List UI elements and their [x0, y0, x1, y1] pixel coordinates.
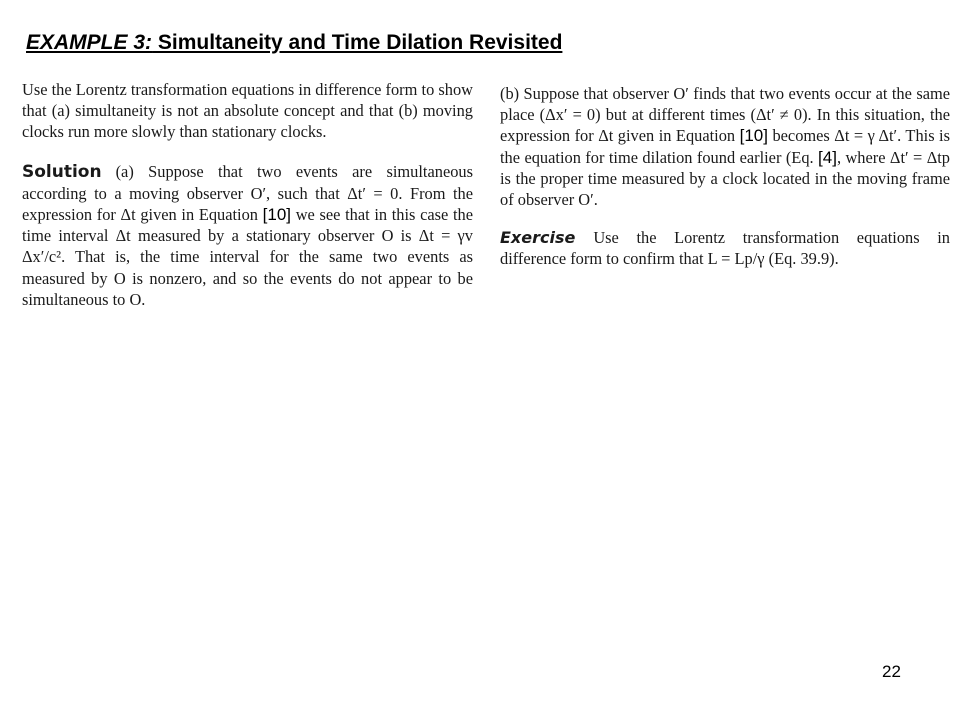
right-column	[500, 83, 950, 270]
equation-reference: [10]	[262, 205, 292, 225]
solution-text-1: (a) Suppose that two events are simultaneous according to a moving observer O′, such that Δt′ = 0. From the expression for Δt given in Equation	[22, 161, 473, 225]
left-column	[22, 79, 473, 310]
slide-title	[26, 31, 562, 55]
exercise-paragraph	[500, 227, 950, 269]
solution-paragraph	[22, 161, 473, 310]
equation-reference: [10]	[739, 126, 768, 146]
page-number: 22	[882, 662, 901, 681]
title-text: Simultaneity and Time Dilation Revisited	[152, 31, 563, 54]
solution-text-2: we see that in this case the time interval Δt measured by a stationary observer O is Δt = γv Δx′/c². That is, the time interval for the same two events as measured by O is nonzero, and so the events do not appear to be simultaneous to O.	[22, 205, 473, 309]
exercise-text: Use the Lorentz transformation equations in difference form to confirm that L = Lp/γ (Eq. 39.9).	[500, 228, 950, 269]
equation-reference: [4]	[818, 147, 837, 167]
problem-statement: Use the Lorentz transformation equations in difference form to show that (a) simultaneity is not an absolute concept and that (b) moving clocks run more slowly than stationary clocks.	[22, 80, 473, 142]
exercise-heading: Exercise	[500, 228, 576, 248]
part-b-text-3: , where Δt′ = Δtp is the proper time measured by a clock located in the moving frame of observer O′.	[500, 147, 950, 210]
part-b-text-1: (b) Suppose that observer O′ finds that two events occur at the same place (Δx′ = 0) but at different times (Δt′ ≠ 0). In this situation, the expression for Δt given in Equation	[500, 84, 950, 146]
solution-heading: Solution	[22, 161, 102, 182]
part-b-text-2: becomes Δt = γ Δt′. This is the equation for time dilation found earlier (Eq.	[500, 126, 950, 167]
part-b-paragraph	[500, 83, 950, 210]
title-lead: EXAMPLE 3:	[26, 31, 153, 54]
